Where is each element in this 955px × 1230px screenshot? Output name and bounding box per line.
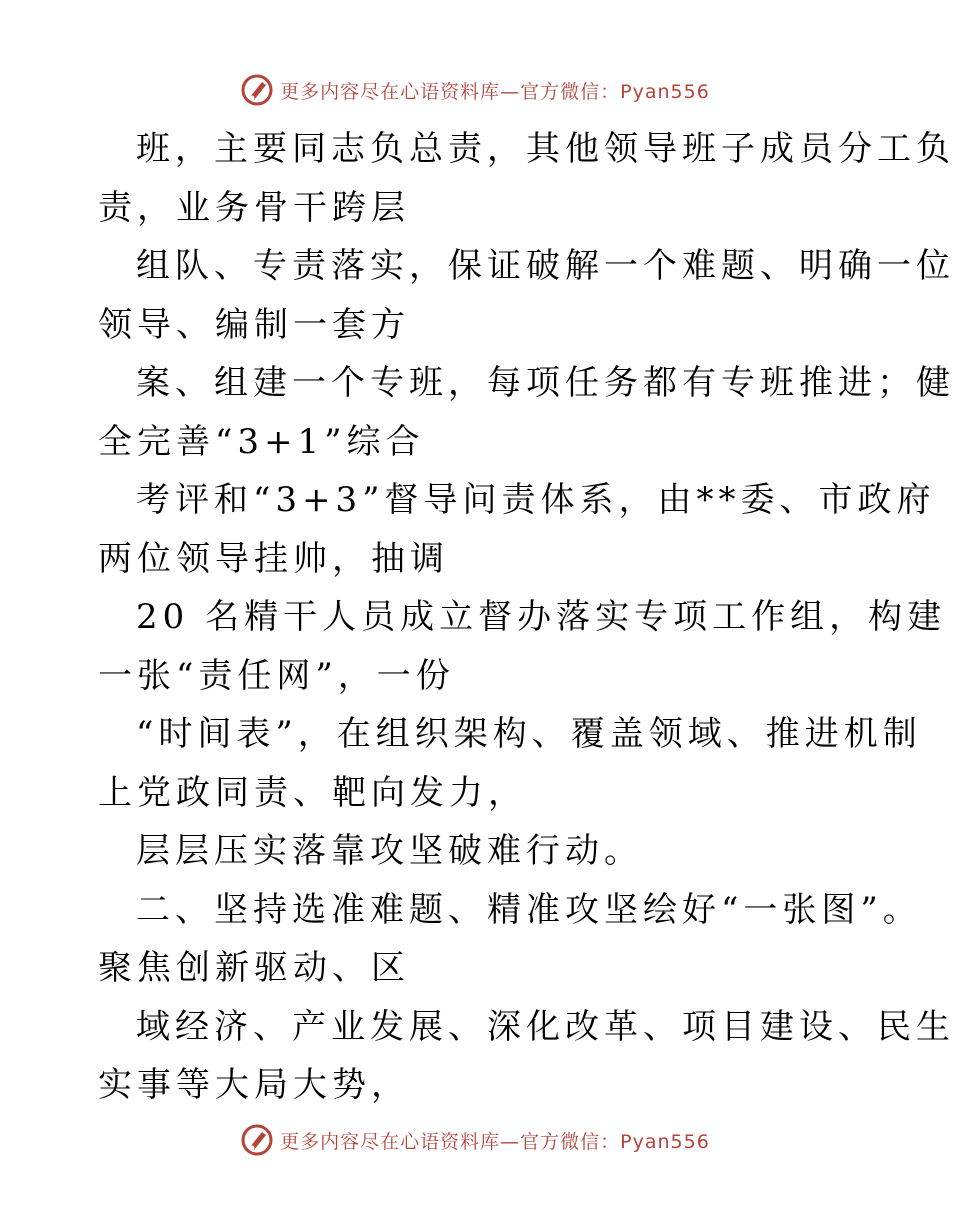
text-line: “时间表”，在组织架构、覆盖领域、推进机制 <box>136 714 922 754</box>
document-body <box>98 120 955 1115</box>
text-line: 实事等大局大势， <box>98 1065 410 1105</box>
text-line: 考评和“3+3”督导问责体系，由**委、市政府 <box>136 480 936 520</box>
text-line: 层层压实落靠攻坚破难行动。 <box>136 831 643 871</box>
footer-watermark <box>0 1120 950 1160</box>
text-line: 全完善“3+1”综合 <box>98 421 425 462</box>
text-line: 班，主要同志负总责，其他领导班子成员分工负 <box>136 129 955 169</box>
pen-logo-icon <box>240 73 274 107</box>
watermark-text: 更多内容尽在心语资料库—官方微信：Pyan556 <box>280 1130 710 1153</box>
header-watermark <box>0 70 950 110</box>
pen-logo-icon <box>240 1123 274 1157</box>
text-line: 责，业务骨干跨层 <box>98 187 410 228</box>
text-line: 聚焦创新驱动、区 <box>98 948 410 988</box>
text-line: 二、坚持选准难题、精准攻坚绘好“一张图”。 <box>136 889 922 930</box>
text-line: 一张“责任网”，一份 <box>98 655 455 696</box>
text-line: 组队、专责落实，保证破解一个难题、明确一位 <box>136 246 955 286</box>
text-line: 域经济、产业发展、深化改革、项目建设、民生 <box>136 1006 955 1047</box>
text-line: 两位领导挂帅，抽调 <box>98 538 449 579</box>
text-line: 20 名精干人员成立督办落实专项工作组，构建 <box>136 597 947 637</box>
watermark-text: 更多内容尽在心语资料库—官方微信：Pyan556 <box>280 80 710 103</box>
text-line: 案、组建一个专班，每项任务都有专班推进；健 <box>136 363 955 403</box>
text-line: 领导、编制一套方 <box>98 304 410 345</box>
text-line: 上党政同责、靶向发力， <box>98 772 527 813</box>
